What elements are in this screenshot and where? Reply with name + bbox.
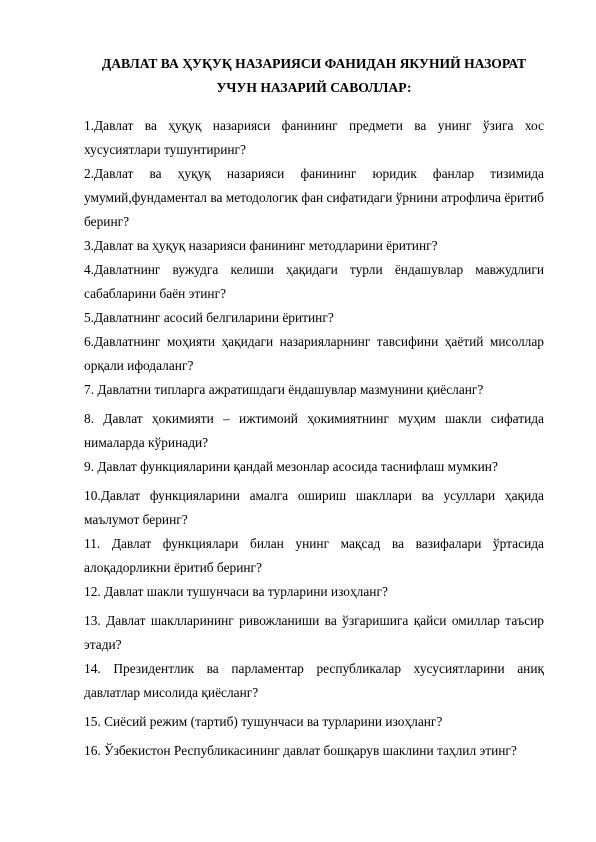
question-5: 5.Давлатнинг асосий белгиларини ёритинг? xyxy=(84,310,334,325)
question-4: 4.Давлатнинг вужудга келиши ҳақидаги турли ёндашувлар мавжудлиги сабабларини баён этинг? xyxy=(84,262,544,301)
question-1: 1.Давлат ва ҳуқуқ назарияси фанининг предмети ва унинг ўзига хос хусусиятлари тушунтиринг? xyxy=(84,118,544,157)
question-11: 11. Давлат функциялари билан унинг мақсад ва вазифалари ўртасида алоқадорликни ёритиб беринг? xyxy=(84,536,544,575)
question-13: 13. Давлат шаклларининг ривожланиши ва ўзгаришига қайси омиллар таъсир этади? xyxy=(84,613,544,652)
title-line-1: ДАВЛАТ ВА ҲУҚУҚ НАЗАРИЯСИ ФАНИДАН ЯКУНИЙ НАЗОРАТ xyxy=(101,56,527,71)
document-title xyxy=(84,52,544,100)
question-10: 10.Давлат функцияларини амалга ошириш шакллари ва усуллари ҳақида маълумот беринг? xyxy=(84,488,544,527)
question-8: 8. Давлат ҳокимияти – ижтимоий ҳокимиятнинг муҳим шакли сифатида нималарда кўринади? xyxy=(84,411,544,450)
title-line-2: УЧУН НАЗАРИЙ САВОЛЛАР: xyxy=(216,80,412,95)
question-2: 2.Давлат ва ҳуқуқ назарияси фанининг юридик фанлар тизимида умумий,фундаментал ва методологик фан сифатидаги ўрнини атрофлича ёритиб беринг? xyxy=(84,166,544,229)
question-12: 12. Давлат шакли тушунчаси ва турларини изоҳланг? xyxy=(84,584,388,599)
question-14: 14. Президентлик ва парламентар республикалар хусусиятларини аниқ давлатлар мисолида қиёсланг? xyxy=(84,661,544,700)
question-9: 9. Давлат функцияларини қандай мезонлар асосида таснифлаш мумкин? xyxy=(84,459,498,474)
document-page xyxy=(84,52,544,763)
question-6: 6.Давлатнинг моҳияти ҳақидаги назарияларнинг тавсифини ҳаётий мисоллар орқали ифодаланг? xyxy=(84,334,544,373)
question-7: 7. Давлатни типларга ажратишдаги ёндашувлар мазмунини қиёсланг? xyxy=(84,382,484,397)
question-16: 16. Ўзбекистон Республикасининг давлат бошқарув шаклини таҳлил этинг? xyxy=(84,743,517,758)
question-3: 3.Давлат ва ҳуқуқ назарияси фанининг методларини ёритинг? xyxy=(84,238,438,253)
question-list xyxy=(84,114,544,763)
question-15: 15. Сиёсий режим (тартиб) тушунчаси ва турларини изоҳланг? xyxy=(84,714,443,729)
